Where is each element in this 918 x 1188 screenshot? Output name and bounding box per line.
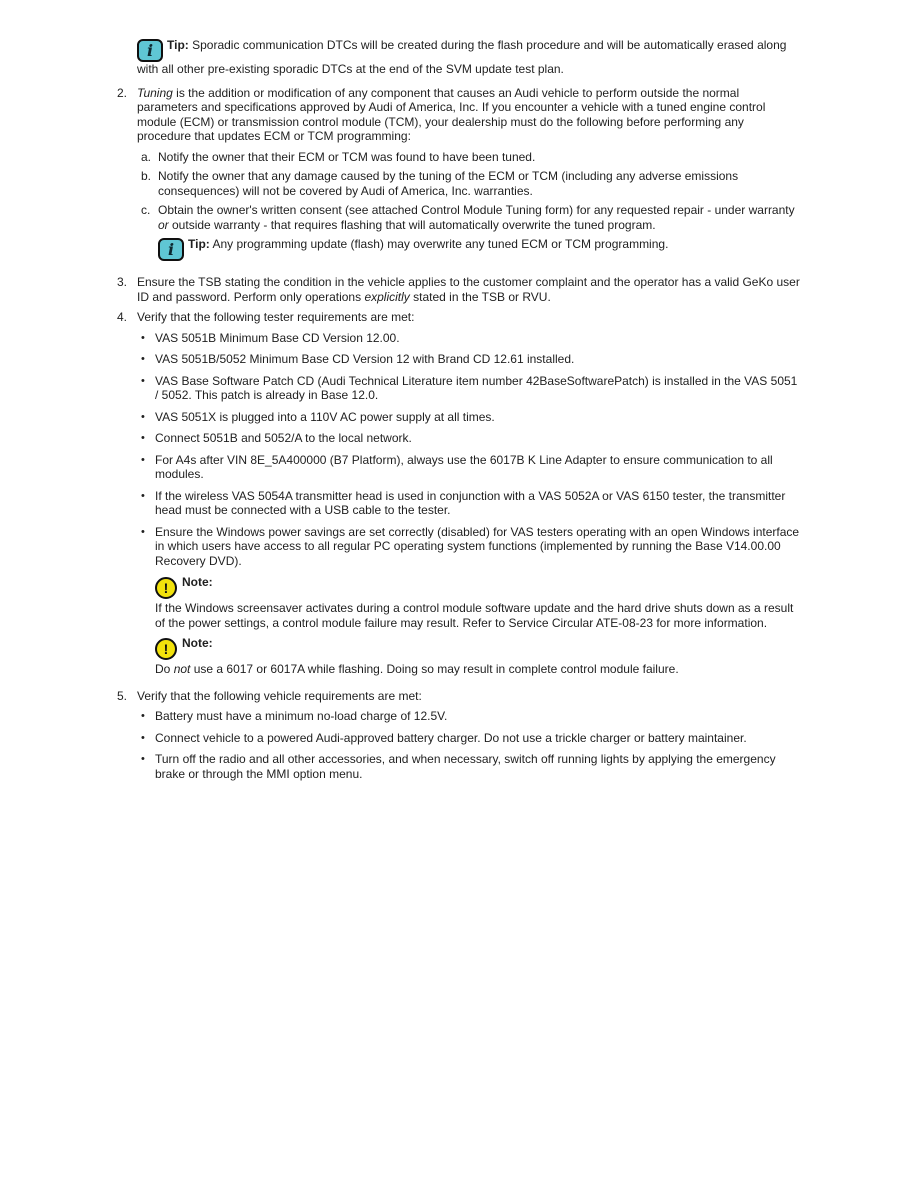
bullet-item: [141, 731, 800, 746]
bullet-dot-icon: •: [141, 525, 145, 538]
note-block-2: [155, 636, 797, 677]
item-2-text: is the addition or modification of any component that causes an Audi vehicle to perform outside the normal parameters and specifications approved by Audi of America, Inc. If you encounter a vehicle with a tuned engine control module (ECM) or transmission control module (TCM), your dealership must do the following before performing any procedure that updates ECM or TCM programming:: [137, 85, 766, 143]
note-2-post: use a 6017 or 6017A while flashing. Doing so may result in complete control module failure.: [190, 662, 679, 676]
bullet-text: Ensure the Windows power savings are set correctly (disabled) for VAS testers operating with an open Windows interface in which users have access to all regular PC operating system functions (implemented by running the Base V14.00.00 Recovery DVD).: [155, 524, 800, 568]
list-item-2: [117, 86, 807, 270]
note-block-1: [155, 575, 797, 630]
sub-item-text: Notify the owner that any damage caused by the tuning of the ECM or TCM (including any adverse emissions consequences) will not be covered by Audi of America, Inc. warranties.: [158, 169, 739, 198]
bullet-item: [141, 453, 800, 482]
bullet-item: [141, 752, 800, 781]
note-label: Note:: [182, 575, 213, 589]
tip-block-1: [137, 38, 800, 77]
item-number: 5.: [117, 688, 128, 703]
bullet-text: Battery must have a minimum no-load charge of 12.5V.: [155, 709, 448, 723]
bullet-dot-icon: •: [141, 353, 145, 365]
bullet-text: VAS Base Software Patch CD (Audi Technical Literature item number 42BaseSoftwarePatch) is installed in the VAS 5051 / 5052. This patch is already in Base 12.0.: [155, 373, 798, 402]
item-number: 3.: [117, 275, 128, 289]
item-number: 4.: [117, 310, 128, 324]
list-item-5: [117, 689, 807, 789]
sub-item-text: Notify the owner that their ECM or TCM was found to have been tuned.: [158, 149, 536, 164]
list-item-4: [117, 310, 807, 683]
info-icon: [158, 238, 184, 261]
warning-icon: !: [155, 577, 177, 599]
sub-c-pre: Obtain the owner's written consent (see attached Control Module Tuning form) for any requested repair - under warranty: [158, 203, 795, 217]
bullet-text: If the wireless VAS 5054A transmitter head is used in conjunction with a VAS 5052A or VAS 6150 tester, the transmitter head must be connected with a USB cable to the tester.: [155, 488, 786, 517]
item-number: 2.: [117, 85, 128, 100]
bullet-item: [141, 431, 800, 446]
sub-item-b: [141, 169, 800, 198]
sub-c-italic: or: [158, 217, 169, 232]
bullet-item: [141, 709, 800, 724]
item-4-heading: Verify that the following tester requirements are met:: [137, 310, 415, 324]
item-body: [137, 275, 800, 304]
item-3-post: stated in the TSB or RVU.: [409, 289, 551, 304]
warning-icon: !: [155, 638, 177, 660]
note-text: [155, 662, 797, 677]
sub-item-c: [141, 203, 800, 232]
bullet-dot-icon: •: [141, 453, 145, 466]
page-content: [117, 38, 807, 794]
bullet-dot-icon: •: [141, 374, 145, 387]
sub-item-letter: b.: [141, 169, 152, 183]
sub-item-a: [141, 150, 800, 165]
tip-label: Tip:: [167, 38, 189, 52]
sub-item-text: [158, 203, 800, 232]
item-body: [137, 310, 800, 683]
note-2-italic: not: [173, 662, 191, 676]
tip-label: Tip:: [188, 237, 210, 251]
note-text: If the Windows screensaver activates during a control module software update and the hard drive shuts down as a result of the power settings, a control module failure may result. Refer to Service Circular ATE-08-23 for more information.: [155, 601, 794, 630]
bullet-dot-icon: •: [141, 489, 145, 502]
bullet-text: VAS 5051B/5052 Minimum Base CD Version 12 with Brand CD 12.61 installed.: [155, 352, 575, 366]
tip-text: Sporadic communication DTCs will be created during the flash procedure and will be automatically erased along with all other pre-existing sporadic DTCs at the end of the SVM update test plan.: [137, 38, 787, 76]
tip-text: Any programming update (flash) may overwrite any tuned ECM or TCM programming.: [209, 237, 669, 251]
bullet-item: [141, 331, 800, 346]
bullet-dot-icon: •: [141, 731, 145, 744]
item-body: [137, 689, 800, 789]
note-2-pre: Do: [155, 662, 174, 676]
item-2-lead-italic: Tuning: [137, 85, 173, 100]
bullet-item: [141, 374, 800, 403]
bullet-text: VAS 5051X is plugged into a 110V AC power supply at all times.: [155, 409, 495, 424]
item-2-paragraph: [137, 86, 800, 144]
bullet-item: [141, 489, 800, 518]
info-icon: [137, 39, 163, 62]
item-3-italic: explicitly: [364, 289, 410, 304]
bullet-dot-icon: •: [141, 710, 145, 722]
bullet-item: [141, 352, 800, 367]
sub-item-letter: c.: [141, 203, 151, 217]
bullet-dot-icon: •: [141, 753, 145, 765]
item-5-heading: Verify that the following vehicle requirements are met:: [137, 688, 422, 703]
bullet-text: For A4s after VIN 8E_5A400000 (B7 Platform), always use the 6017B K Line Adapter to ensure communication to all modules.: [155, 452, 773, 481]
info-icon-glyph: i: [146, 41, 154, 60]
sub-item-letter: a.: [141, 149, 152, 164]
note-head: [155, 575, 797, 599]
bullet-text: Turn off the radio and all other accessories, and when necessary, switch off running lights by applying the emergency brake or through the MMI option menu.: [155, 752, 776, 781]
info-icon-glyph: i: [167, 240, 175, 259]
bullet-dot-icon: •: [141, 410, 145, 423]
bullet-item: [141, 410, 800, 425]
tip-block-2: [158, 237, 800, 261]
note-head: [155, 636, 797, 660]
sub-c-post: outside warranty - that requires flashing that will automatically overwrite the tuned program.: [168, 217, 656, 232]
bullet-dot-icon: •: [141, 331, 145, 344]
list-item-3: [117, 275, 807, 304]
bullet-text: Connect vehicle to a powered Audi-approved battery charger. Do not use a trickle charger or battery maintainer.: [155, 730, 747, 745]
item-body: [137, 86, 800, 270]
bullet-item: [141, 525, 800, 569]
item-3-pre: Ensure the TSB stating the condition in the vehicle applies to the customer complaint and the operator has a valid GeKo user ID and password. Perform only operations: [137, 275, 800, 304]
note-label: Note:: [182, 636, 213, 650]
bullet-text: VAS 5051B Minimum Base CD Version 12.00.: [155, 330, 400, 345]
bullet-dot-icon: •: [141, 432, 145, 444]
bullet-text: Connect 5051B and 5052/A to the local network.: [155, 431, 412, 445]
